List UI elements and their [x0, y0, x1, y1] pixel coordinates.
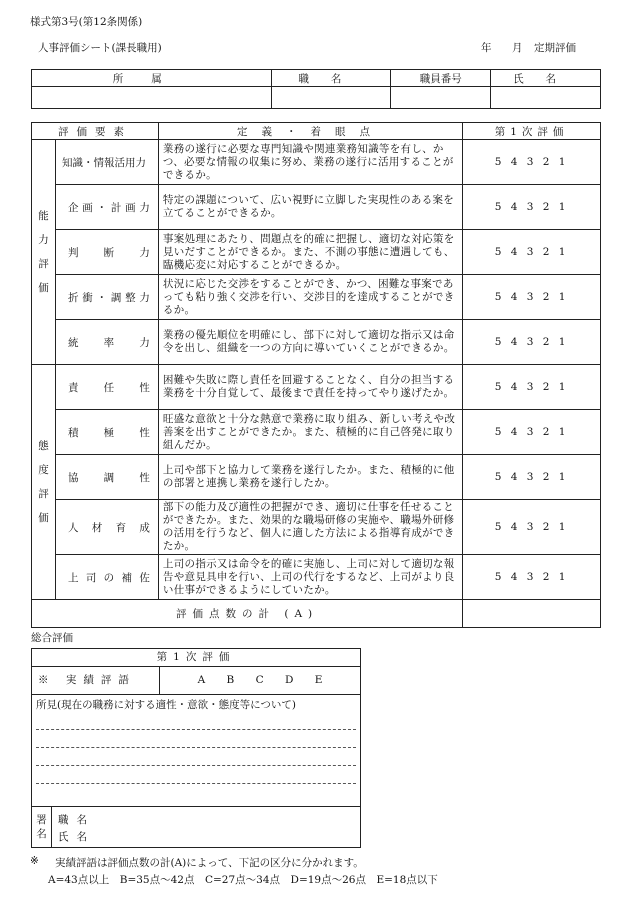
item-definition: 業務の優先順位を明確にし、部下に対して適切な指示又は命令を出し、組織を一つの方向に導いていくことができるか。 [158, 320, 462, 365]
comment-line[interactable] [36, 766, 356, 784]
item-name: 折衝・調整力 [55, 275, 158, 320]
eval-row [32, 230, 601, 275]
signature-label: 署名 [32, 807, 52, 848]
staff-number-field[interactable] [391, 87, 491, 109]
note-mark: ※ [30, 855, 39, 867]
info-header-name: 氏名 [491, 70, 601, 87]
year-label: 年 [481, 42, 492, 54]
item-name: 積極性 [55, 410, 158, 455]
month-label: 月 [512, 42, 523, 54]
item-name: 知識・情報活用力 [55, 140, 158, 185]
eval-type: 定期評価 [534, 42, 576, 54]
signature-position-label: 職名 [58, 814, 95, 826]
item-definition: 困難や失敗に際し責任を回避することなく、自分の担当する業務を十分自覚して、最後まで責任を持ってやり遂げたか。 [158, 365, 462, 410]
score-scale[interactable]: 5 4 3 2 1 [463, 275, 601, 320]
item-definition: 上司の指示又は命令を的確に実施し、上司に対して適切な報告や意見具申を行い、上司の代行をするなど、上司がより良い仕事ができるようにしていたか。 [158, 555, 462, 600]
performance-row [32, 667, 360, 695]
score-scale[interactable]: 5 4 3 2 1 [463, 320, 601, 365]
note-line-1: 実績評語は評価点数の計(A)によって、下記の区分に分かれます。 [55, 857, 364, 869]
eval-row [32, 275, 601, 320]
form-number: 様式第3号(第12条関係) [30, 16, 143, 28]
score-scale[interactable]: 5 4 3 2 1 [463, 185, 601, 230]
eval-row [32, 320, 601, 365]
score-scale[interactable]: 5 4 3 2 1 [463, 230, 601, 275]
performance-grades[interactable]: A B C D E [197, 674, 323, 686]
col-header-element: 評価要素 [32, 123, 159, 140]
col-header-definition: 定義・着眼点 [158, 123, 462, 140]
score-scale[interactable]: 5 4 3 2 1 [463, 555, 601, 600]
eval-row [32, 555, 601, 600]
item-name: 協調性 [55, 455, 158, 500]
comment-line[interactable] [36, 784, 356, 801]
first-eval-header: 第1次評価 [32, 649, 360, 667]
score-scale[interactable]: 5 4 3 2 1 [463, 140, 601, 185]
col-header-first-eval: 第1次評価 [463, 123, 601, 140]
item-name: 統率力 [55, 320, 158, 365]
signature-row [32, 806, 360, 848]
comment-line[interactable] [36, 730, 356, 748]
item-definition: 旺盛な意欲と十分な熱意で業務に取り組み、新しい考えや改善案を出すことができたか。また、積極的に自己啓発に取り組んだか。 [158, 410, 462, 455]
eval-row [32, 140, 601, 185]
score-scale[interactable]: 5 4 3 2 1 [463, 410, 601, 455]
overall-box [31, 648, 361, 848]
item-definition: 部下の能力及び適性の把握ができ、適切に仕事を任せることができたか。また、効果的な職場研修の実施や、職場外研修の活用を行うなど、個人に適した方法による指導育成ができたか。 [158, 500, 462, 555]
score-scale[interactable]: 5 4 3 2 1 [463, 455, 601, 500]
item-definition: 状況に応じた交渉をすることができ、かつ、困難な事案であっても粘り強く交渉を行い、交渉目的を達成することができるか。 [158, 275, 462, 320]
item-name: 人材育成 [55, 500, 158, 555]
comment-line[interactable] [36, 712, 356, 730]
sheet-title: 人事評価シート(課長職用) [38, 42, 162, 54]
eval-row [32, 500, 601, 555]
name-field[interactable] [491, 87, 601, 109]
info-table [31, 69, 601, 109]
comment-label: 所見(現在の職務に対する適性・意欲・態度等について) [36, 699, 296, 711]
score-scale[interactable]: 5 4 3 2 1 [463, 365, 601, 410]
eval-row [32, 185, 601, 230]
affiliation-field[interactable] [32, 87, 272, 109]
signature-name-label: 氏名 [58, 831, 95, 843]
total-score-label: 評価点数の計 (A) [32, 600, 463, 628]
item-name: 上司の補佐 [55, 555, 158, 600]
category-ability: 能 力 評 価 [32, 140, 56, 365]
eval-row [32, 455, 601, 500]
category-attitude: 態 度 評 価 [32, 365, 56, 600]
eval-row [32, 410, 601, 455]
overall-section-title: 総合評価 [31, 632, 73, 644]
evaluation-table [31, 122, 601, 628]
info-header-position: 職名 [271, 70, 391, 87]
performance-label: ※ 実績評語 [32, 667, 160, 694]
item-name: 企画・計画力 [55, 185, 158, 230]
item-definition: 上司や部下と協力して業務を遂行したか。また、積極的に他の部署と連携し業務を遂行したか。 [158, 455, 462, 500]
item-definition: 業務の遂行に必要な専門知識や関連業務知識等を有し、かつ、必要な情報の収集に努め、業務の遂行に活用することができるか。 [158, 140, 462, 185]
comment-area [32, 695, 360, 801]
item-name: 判断力 [55, 230, 158, 275]
info-header-affiliation: 所属 [32, 70, 272, 87]
item-definition: 特定の課題について、広い視野に立脚した実現性のある案を立てることができるか。 [158, 185, 462, 230]
item-definition: 事案処理にあたり、問題点を的確に把握し、適切な対応策を見いだすことができるか。また、不測の事態に遭遇しても、臨機応変に対応することができるか。 [158, 230, 462, 275]
comment-line[interactable] [36, 748, 356, 766]
item-name: 責任性 [55, 365, 158, 410]
eval-row [32, 365, 601, 410]
total-score-field[interactable] [463, 600, 601, 628]
info-header-staff-number: 職員番号 [391, 70, 491, 87]
position-field[interactable] [271, 87, 391, 109]
score-scale[interactable]: 5 4 3 2 1 [463, 500, 601, 555]
note-line-2: A=43点以上 B=35点～42点 C=27点～34点 D=19点～26点 E=18点以下 [48, 874, 438, 886]
